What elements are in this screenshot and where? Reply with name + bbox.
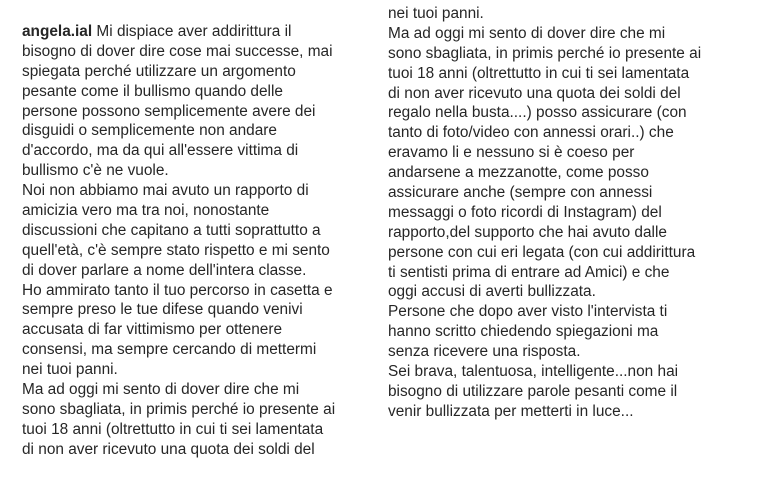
- comment-text-line: Persone che dopo aver visto l'intervista ti: [388, 303, 668, 321]
- comment-text-line: quell'età, c'è sempre stato rispetto e mi sento: [22, 241, 330, 259]
- comment-text-line: pesante come il bullismo quando delle: [22, 82, 283, 100]
- comment-text-line: rapporto,del supporto che hai avuto dalle: [388, 223, 667, 241]
- left-comment-body: [0, 0, 379, 460]
- comment-text-line: tuoi 18 anni (oltrettutto in cui ti sei lamentata: [388, 64, 690, 82]
- comment-text-line: Ho ammirato tanto il tuo percorso in casetta e: [22, 281, 333, 299]
- comment-text-line: tanto di foto/video con annessi orari..) che: [388, 124, 674, 142]
- comment-text-line: disguidi o semplicemente non andare: [22, 122, 277, 140]
- comment-text-line: Sei brava, talentuosa, intelligente...non hai: [388, 363, 679, 381]
- comment-text-line: oggi accusi di averti bullizzata.: [388, 283, 596, 301]
- comment-text-line: accusata di far vittimismo per ottenere: [22, 321, 283, 339]
- comment-text-line: ti sentisti prima di entrare ad Amici) e che: [388, 263, 670, 281]
- comment-text-line: regalo nella busta....) posso assicurare (con: [388, 104, 687, 122]
- comment-text-line: Noi non abbiamo mai avuto un rapporto di: [22, 182, 309, 200]
- comment-text-line: tuoi 18 anni (oltrettutto in cui ti sei lamentata: [22, 420, 324, 438]
- screenshot-divider: [379, 0, 388, 497]
- comment-text-line: bullismo c'è ne vuole.: [22, 162, 169, 180]
- comment-text-line: amicizia vero ma tra noi, nonostante: [22, 202, 270, 220]
- comment-text-line: spiegata perché utilizzare un argomento: [22, 62, 296, 80]
- comment-text-line: hanno scritto chiedendo spiegazioni ma: [388, 323, 659, 341]
- comment-text-line: sono sbagliata, in primis perché io presente ai: [388, 44, 702, 62]
- comment-text-line: di non aver ricevuto una quota dei soldi del: [388, 84, 681, 102]
- right-comment-body: [388, 0, 767, 422]
- comment-text-line: persone possono semplicemente avere dei: [22, 102, 316, 120]
- comment-text-line: Mi dispiace aver addirittura il: [92, 23, 292, 40]
- comment-text-line: di non aver ricevuto una quota dei soldi del: [22, 440, 315, 458]
- comment-text-line: d'accordo, ma da qui all'essere vittima di: [22, 142, 299, 160]
- comment-first-line: [22, 22, 379, 42]
- comment-text-line: di dover parlare a nome dell'intera classe.: [22, 261, 307, 279]
- comment-text-line: Ma ad oggi mi sento di dover dire che mi: [388, 24, 666, 42]
- left-comment-panel: [0, 0, 379, 497]
- comment-text-line: nei tuoi panni.: [22, 361, 118, 379]
- comment-text-line: bisogno di dover dire cose mai successe, mai: [22, 42, 333, 60]
- comment-text-line: sono sbagliata, in primis perché io presente ai: [22, 400, 336, 418]
- comment-username[interactable]: angela.ial: [22, 23, 93, 40]
- comment-text-line: persone con cui eri legata (con cui addirittura: [388, 243, 696, 261]
- comment-text-line: Ma ad oggi mi sento di dover dire che mi: [22, 381, 300, 399]
- comment-text-line: sempre preso le tue difese quando venivi: [22, 301, 303, 319]
- comment-text-line: messaggi o foto ricordi di Instagram) del: [388, 203, 662, 221]
- comment-text-line: nei tuoi panni.: [388, 5, 484, 22]
- comment-text-line: assicurare anche (sempre con annessi: [388, 184, 653, 202]
- comment-text-line: discussioni che capitano a tutti soprattutto a: [22, 221, 321, 239]
- comment-text-line: eravamo li e nessuno si è coeso per: [388, 144, 635, 162]
- comment-text-line: senza ricevere una risposta.: [388, 343, 581, 361]
- comment-text-line: andarsene a mezzanotte, come posso: [388, 164, 649, 182]
- comment-text-line: consensi, ma sempre cercando di mettermi: [22, 341, 317, 359]
- comment-text-line: bisogno di utilizzare parole pesanti come il: [388, 382, 678, 400]
- right-comment-panel: [388, 0, 767, 497]
- comment-text-line: venir bullizzata per metterti in luce...: [388, 402, 634, 420]
